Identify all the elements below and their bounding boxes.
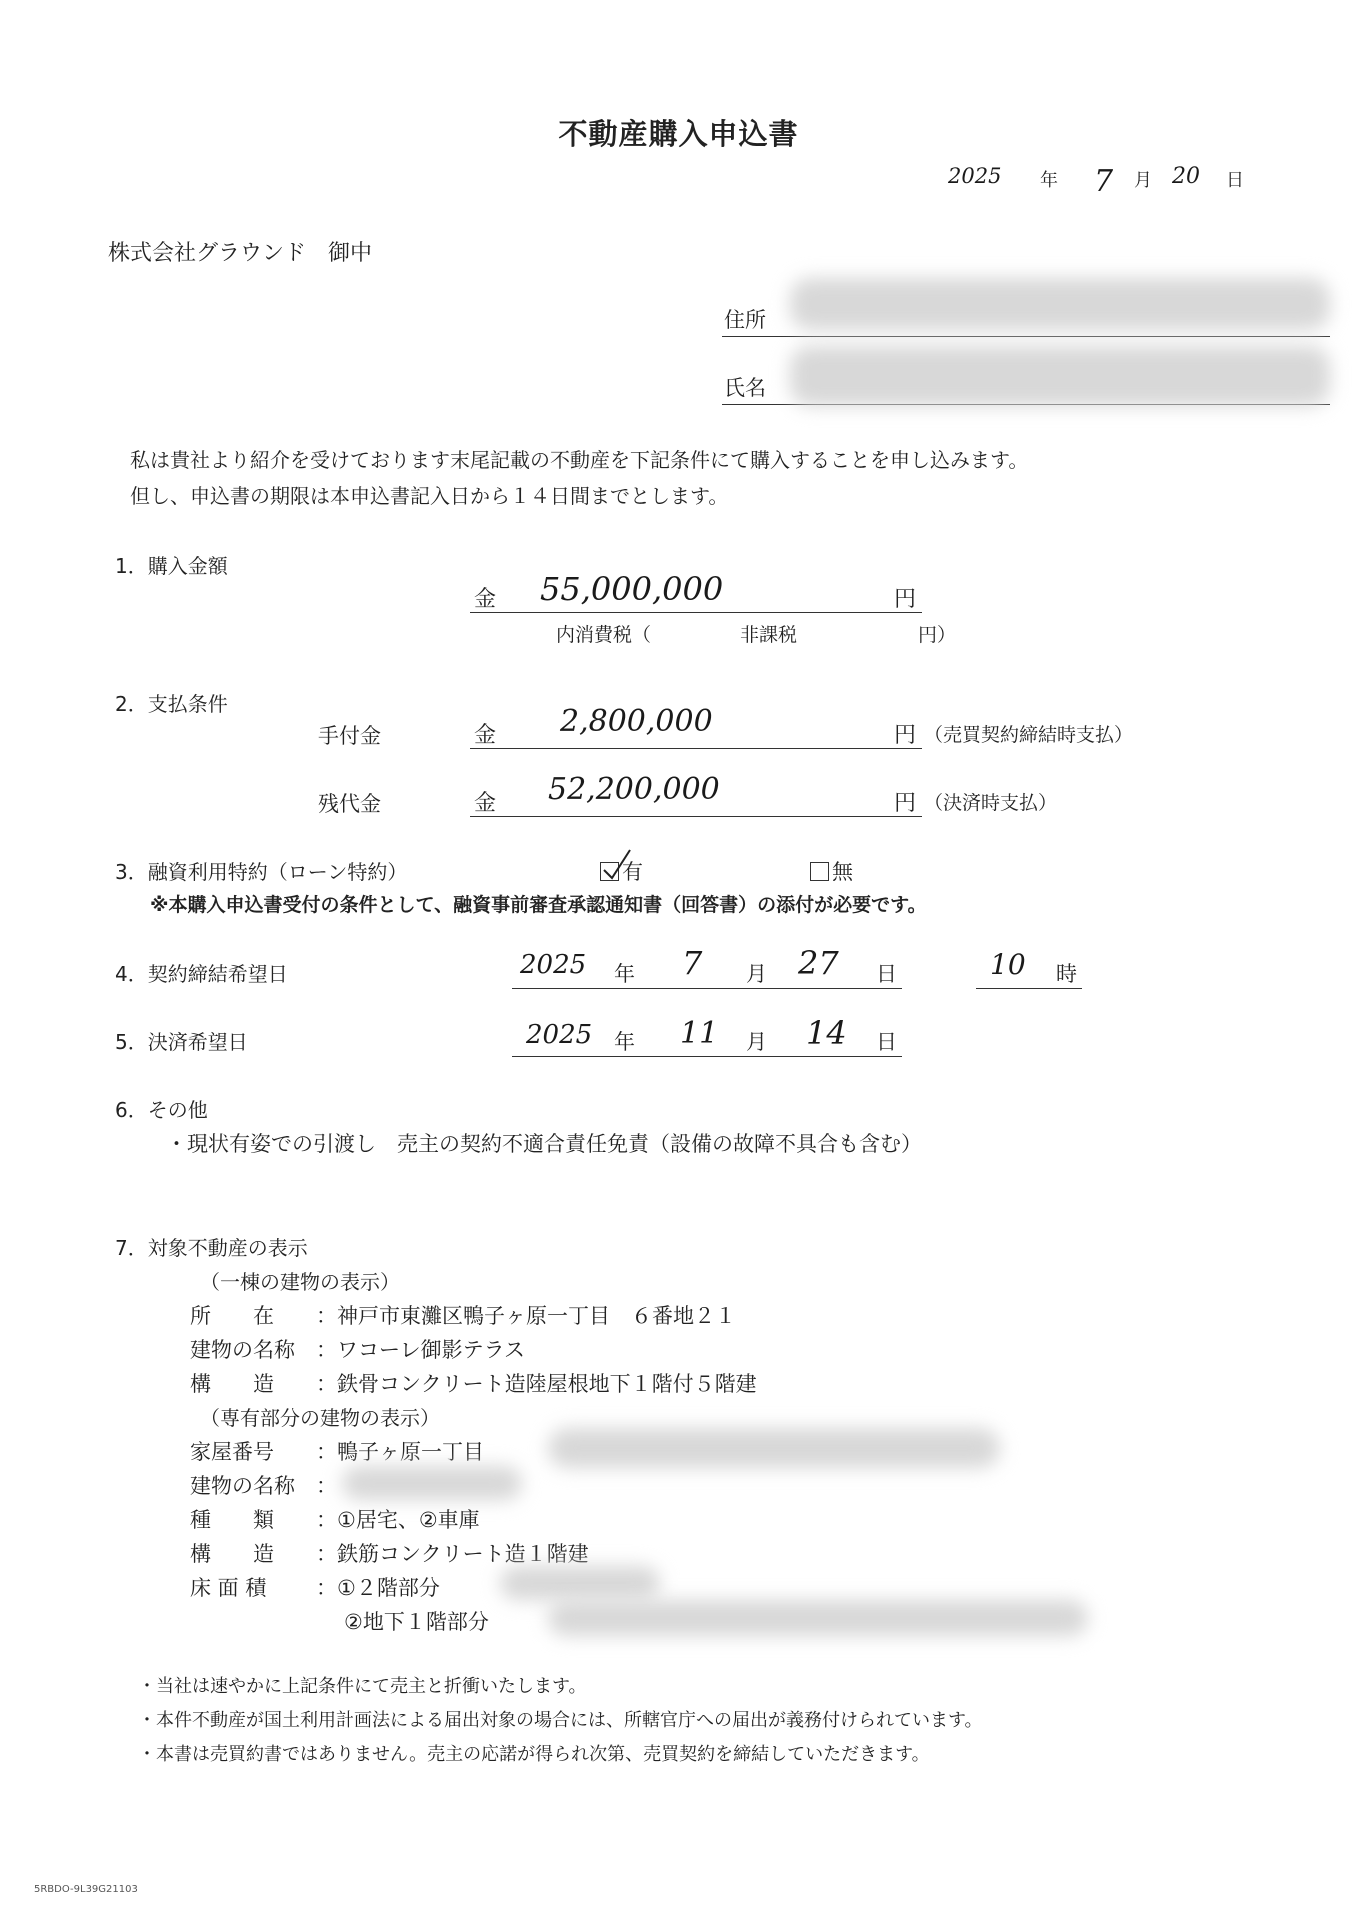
footer-note-2: ・本件不動産が国土利用計画法による届出対象の場合には、所轄官庁への届出が義務付けられています。 bbox=[138, 1710, 983, 1731]
settlement-day-unit: 日 bbox=[876, 1030, 897, 1054]
floor-area-1-redaction bbox=[500, 1566, 660, 1600]
unit-number-value: ：鴨子ヶ原一丁目 bbox=[316, 1440, 484, 1464]
unit-heading: （専有部分の建物の表示） bbox=[200, 1406, 440, 1430]
deposit-note: （売買契約締結時支払） bbox=[924, 724, 1134, 746]
floor-area-2-redaction bbox=[548, 1600, 1088, 1636]
deposit-yen: 円 bbox=[894, 723, 917, 748]
address-redaction bbox=[790, 278, 1330, 330]
floor-area-value-1: ：①２階部分 bbox=[316, 1576, 440, 1600]
address-underline bbox=[722, 336, 1330, 337]
building-structure-value: ：鉄骨コンクリート造陸屋根地下１階付５階建 bbox=[316, 1372, 757, 1396]
contract-year: 2025 bbox=[520, 950, 587, 980]
building-location-label: 所 在 bbox=[190, 1304, 274, 1328]
document-title: 不動産購入申込書 bbox=[558, 117, 799, 151]
contract-year-unit: 年 bbox=[614, 962, 635, 986]
unit-type-value: ：①居宅、②車庫 bbox=[316, 1508, 480, 1532]
section-7-heading: 7．対象不動産の表示 bbox=[115, 1236, 308, 1260]
contract-hour: 10 bbox=[990, 948, 1026, 981]
loan-option-yes bbox=[600, 856, 643, 886]
settlement-month: 11 bbox=[680, 1016, 719, 1051]
unit-structure-label: 構 造 bbox=[190, 1542, 274, 1566]
deposit-label: 手付金 bbox=[318, 724, 381, 748]
section-5-heading: 5．決済希望日 bbox=[115, 1030, 248, 1054]
balance-note: （決済時支払） bbox=[924, 792, 1058, 814]
building-heading: （一棟の建物の表示） bbox=[200, 1270, 400, 1294]
balance-amount: 52,200,000 bbox=[548, 772, 720, 807]
contract-date-underline bbox=[512, 988, 902, 989]
intro-line-2: 但し、申込書の期限は本申込書記入日から１４日間までとします。 bbox=[130, 484, 729, 508]
price-underline bbox=[470, 612, 922, 613]
building-structure-label: 構 造 bbox=[190, 1372, 274, 1396]
building-location-value: ：神戸市東灘区鴨子ヶ原一丁目 ６番地２１ bbox=[316, 1304, 736, 1328]
tax-prefix: 内消費税（ bbox=[556, 624, 652, 646]
balance-yen: 円 bbox=[894, 791, 917, 816]
floor-area-value-2: ②地下１階部分 bbox=[344, 1610, 489, 1634]
contract-month-unit: 月 bbox=[746, 962, 767, 986]
other-item: ・現状有姿での引渡し 売主の契約不適合責任免責（設備の故障不具合も含む） bbox=[166, 1132, 922, 1156]
contract-month: 7 bbox=[682, 944, 703, 982]
name-redaction bbox=[790, 346, 1330, 406]
date-month-unit: 月 bbox=[1134, 170, 1152, 191]
unit-number-redaction bbox=[548, 1428, 1000, 1468]
unit-name-redaction bbox=[342, 1466, 522, 1500]
deposit-amount: 2,800,000 bbox=[560, 704, 713, 739]
price-yen: 円 bbox=[894, 587, 917, 612]
balance-underline bbox=[470, 816, 922, 817]
loan-yes-checkbox bbox=[600, 862, 619, 881]
date-day: 20 bbox=[1172, 164, 1200, 189]
loan-yes-label: 有 bbox=[622, 860, 643, 884]
section-6-heading: 6．その他 bbox=[115, 1098, 208, 1122]
loan-option-no bbox=[810, 856, 853, 886]
unit-number-label: 家屋番号 bbox=[190, 1440, 274, 1464]
contract-hour-underline bbox=[976, 988, 1082, 989]
date-year: 2025 bbox=[948, 164, 1002, 188]
settlement-year: 2025 bbox=[526, 1020, 593, 1050]
unit-name-value: ： bbox=[316, 1474, 337, 1498]
section-4-heading: 4．契約締結希望日 bbox=[115, 962, 288, 986]
tax-value: 非課税 bbox=[740, 624, 798, 646]
address-label: 住所 bbox=[724, 308, 766, 332]
building-name-value: ：ワコーレ御影テラス bbox=[316, 1338, 525, 1362]
settlement-date-underline bbox=[512, 1056, 902, 1057]
section-3-heading: 3．融資利用特約（ローン特約） bbox=[115, 860, 408, 884]
checkmark-icon bbox=[602, 848, 632, 882]
unit-structure-value: ：鉄筋コンクリート造１階建 bbox=[316, 1542, 589, 1566]
form-code: 5RBDO-9L39G21103 bbox=[34, 1884, 138, 1895]
date-day-unit: 日 bbox=[1226, 170, 1244, 191]
date-month: 7 bbox=[1094, 164, 1114, 199]
balance-label: 残代金 bbox=[318, 792, 381, 816]
balance-kin: 金 bbox=[474, 791, 497, 816]
addressee: 株式会社グラウンド 御中 bbox=[108, 241, 373, 266]
floor-area-label: 床 面 積 bbox=[190, 1576, 267, 1600]
footer-note-3: ・本書は売買約書ではありません。売主の応諾が得られ次第、売買契約を締結していただきます。 bbox=[138, 1744, 930, 1765]
name-label: 氏名 bbox=[724, 376, 766, 400]
unit-name-label: 建物の名称 bbox=[190, 1474, 295, 1498]
contract-hour-unit: 時 bbox=[1056, 962, 1077, 986]
contract-day: 27 bbox=[798, 944, 839, 982]
unit-type-label: 種 類 bbox=[190, 1508, 274, 1532]
contract-day-unit: 日 bbox=[876, 962, 897, 986]
loan-no-label: 無 bbox=[832, 860, 853, 884]
loan-no-checkbox bbox=[810, 862, 829, 881]
price-kin: 金 bbox=[474, 587, 497, 612]
section-2-heading: 2．支払条件 bbox=[115, 692, 228, 716]
settlement-year-unit: 年 bbox=[614, 1030, 635, 1054]
footer-note-1: ・当社は速やかに上記条件にて売主と折衝いたします。 bbox=[138, 1676, 587, 1697]
loan-note: ※本購入申込書受付の条件として、融資事前審査承認通知書（回答書）の添付が必要です。 bbox=[150, 894, 927, 916]
deposit-kin: 金 bbox=[474, 723, 497, 748]
deposit-underline bbox=[470, 748, 922, 749]
tax-suffix: 円） bbox=[918, 624, 957, 646]
intro-line-1: 私は貴社より紹介を受けております末尾記載の不動産を下記条件にて購入することを申し込みます。 bbox=[130, 448, 1029, 472]
settlement-day: 14 bbox=[806, 1014, 847, 1052]
date-year-unit: 年 bbox=[1040, 170, 1058, 191]
settlement-month-unit: 月 bbox=[746, 1030, 767, 1054]
section-1-heading: 1．購入金額 bbox=[115, 554, 228, 578]
price-amount: 55,000,000 bbox=[540, 570, 724, 608]
building-name-label: 建物の名称 bbox=[190, 1338, 295, 1362]
